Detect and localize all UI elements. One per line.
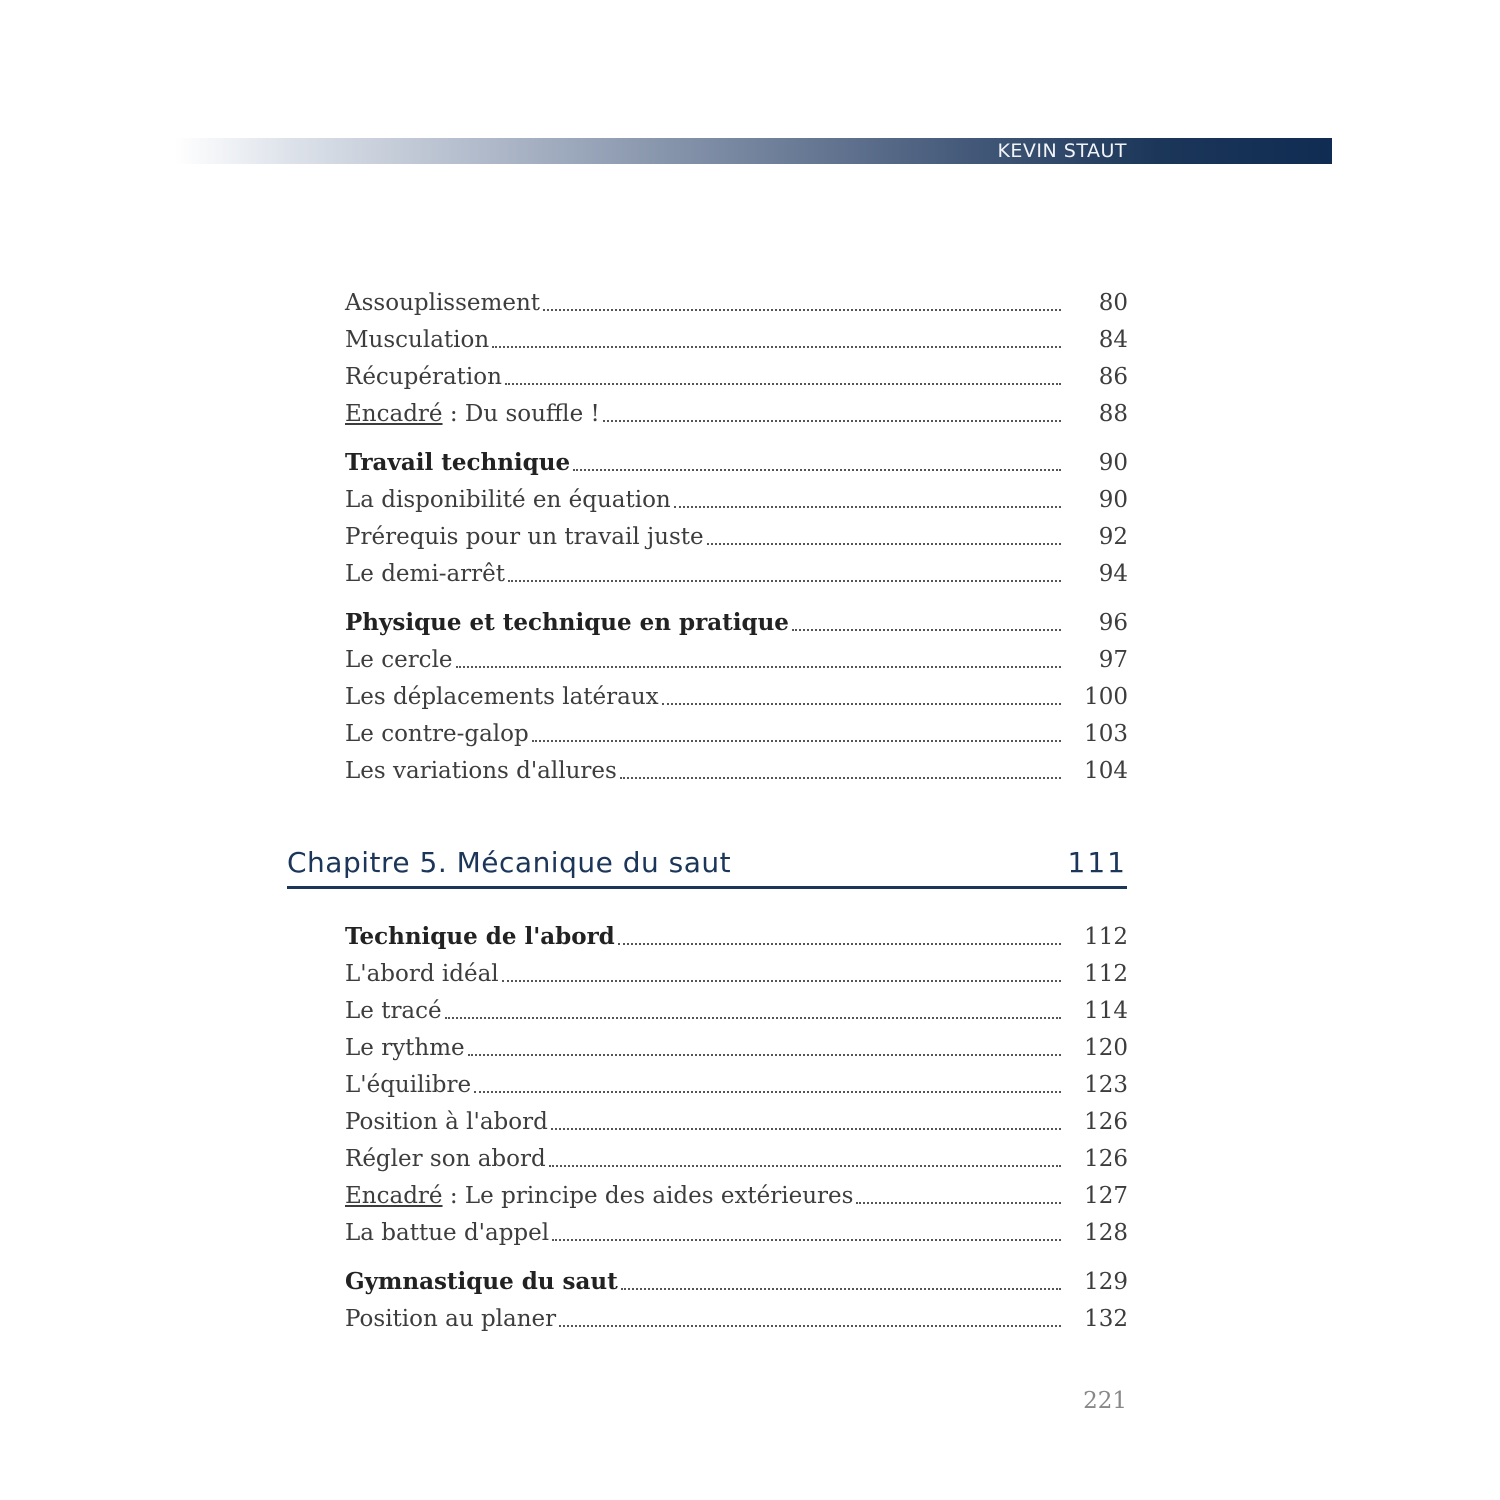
toc-entry-page: 86	[1098, 364, 1128, 390]
toc-entry-label: Régler son abord	[345, 1144, 549, 1174]
toc-entry	[345, 478, 1128, 515]
toc-entry-page: 112	[1084, 961, 1128, 987]
toc-entry	[345, 552, 1128, 589]
toc-entry-page: 92	[1098, 524, 1128, 550]
toc-entry-label: Récupération	[345, 362, 505, 392]
toc-entry	[345, 1137, 1128, 1174]
toc-entry-label: Les variations d'allures	[345, 756, 620, 786]
toc-entry	[345, 915, 1128, 952]
toc-entry-label: Le rythme	[345, 1033, 468, 1063]
dot-leader	[505, 382, 1061, 385]
toc-entry	[345, 281, 1128, 318]
toc-entry-label: Le tracé	[345, 996, 445, 1026]
toc-entry-label: L'abord idéal	[345, 959, 502, 989]
dot-leader	[552, 1238, 1061, 1241]
encadre-prefix: Encadré	[345, 1183, 443, 1209]
toc-entry-label: Gymnastique du saut	[345, 1267, 621, 1297]
toc-entry	[345, 515, 1128, 552]
toc-entry-label: Le demi-arrêt	[345, 559, 508, 589]
toc-entry-label: Technique de l'abord	[345, 922, 618, 952]
dot-leader	[674, 505, 1061, 508]
dot-leader	[502, 979, 1061, 982]
toc-entry-page: 88	[1098, 401, 1128, 427]
toc-entry	[345, 712, 1128, 749]
toc-section-bottom	[345, 915, 1128, 1334]
toc-entry-label: La battue d'appel	[345, 1218, 552, 1248]
chapter-title: Chapitre 5. Mécanique du saut	[287, 846, 732, 879]
toc-entry-page: 84	[1098, 327, 1128, 353]
toc-entry	[345, 749, 1128, 786]
dot-leader	[532, 739, 1061, 742]
chapter-heading	[287, 840, 1127, 889]
toc-entry	[345, 675, 1128, 712]
toc-entry	[345, 392, 1128, 429]
toc-entry	[345, 989, 1128, 1026]
dot-leader	[573, 468, 1061, 471]
dot-leader	[603, 419, 1061, 422]
running-header-title: KEVIN STAUT	[997, 140, 1127, 162]
toc-entry	[345, 1174, 1128, 1211]
toc-entry-text: : Du souffle !	[442, 401, 600, 427]
toc-entry-label: Position à l'abord	[345, 1107, 551, 1137]
toc-entry-label: Le contre-galop	[345, 719, 532, 749]
toc-entry-page: 90	[1098, 450, 1128, 476]
toc-entry-label	[345, 1181, 856, 1211]
toc-entry-page: 94	[1098, 561, 1128, 587]
dot-leader	[543, 308, 1061, 311]
toc-entry-page: 104	[1084, 758, 1128, 784]
toc-entry	[345, 952, 1128, 989]
toc-entry-page: 128	[1084, 1220, 1128, 1246]
toc-entry-page: 90	[1098, 487, 1128, 513]
toc-entry-label: Les déplacements latéraux	[345, 682, 662, 712]
toc-entry-page: 97	[1098, 647, 1128, 673]
toc-entry-page: 123	[1084, 1072, 1128, 1098]
dot-leader	[508, 579, 1061, 582]
toc-entry-label: Physique et technique en pratique	[345, 608, 792, 638]
toc-entry-label: Musculation	[345, 325, 492, 355]
toc-entry	[345, 355, 1128, 392]
toc-entry-label: Position au planer	[345, 1304, 559, 1334]
toc-entry-page: 112	[1084, 924, 1128, 950]
toc-entry-page: 100	[1084, 684, 1128, 710]
toc-entry	[345, 638, 1128, 675]
toc-entry-label: Le cercle	[345, 645, 456, 675]
toc-entry	[345, 1100, 1128, 1137]
toc-entry	[345, 601, 1128, 638]
toc-entry-page: 127	[1084, 1183, 1128, 1209]
toc-entry-page: 114	[1084, 998, 1128, 1024]
toc-entry-label: Travail technique	[345, 448, 573, 478]
dot-leader	[549, 1164, 1061, 1167]
toc-entry-page: 126	[1084, 1146, 1128, 1172]
toc-entry	[345, 1063, 1128, 1100]
toc-entry	[345, 1297, 1128, 1334]
dot-leader	[620, 776, 1061, 779]
toc-entry-label: L'équilibre	[345, 1070, 474, 1100]
dot-leader	[662, 702, 1061, 705]
toc-entry	[345, 1260, 1128, 1297]
encadre-prefix: Encadré	[345, 401, 443, 427]
dot-leader	[856, 1201, 1061, 1204]
toc-entry-page: 96	[1098, 610, 1128, 636]
toc-entry	[345, 1026, 1128, 1063]
dot-leader	[618, 942, 1061, 945]
dot-leader	[551, 1127, 1061, 1130]
toc-entry-text: : Le principe des aides extérieures	[442, 1183, 854, 1209]
chapter-page-number: 111	[1067, 846, 1127, 879]
toc-entry-label: Prérequis pour un travail juste	[345, 522, 707, 552]
toc-entry-page: 120	[1084, 1035, 1128, 1061]
toc-entry	[345, 1211, 1128, 1248]
dot-leader	[792, 628, 1061, 631]
toc-entry	[345, 318, 1128, 355]
toc-entry-label: La disponibilité en équation	[345, 485, 674, 515]
dot-leader	[492, 345, 1061, 348]
toc-entry	[345, 441, 1128, 478]
dot-leader	[456, 665, 1061, 668]
dot-leader	[445, 1016, 1061, 1019]
running-header-bar	[175, 138, 1332, 164]
toc-section-top	[345, 281, 1128, 786]
dot-leader	[468, 1053, 1061, 1056]
page-number: 221	[1083, 1388, 1127, 1414]
toc-entry-page: 126	[1084, 1109, 1128, 1135]
toc-entry-page: 80	[1098, 290, 1128, 316]
dot-leader	[621, 1287, 1061, 1290]
toc-entry-page: 132	[1084, 1306, 1128, 1332]
toc-entry-page: 103	[1084, 721, 1128, 747]
dot-leader	[474, 1090, 1061, 1093]
toc-entry-page: 129	[1084, 1269, 1128, 1295]
toc-entry-label	[345, 399, 603, 429]
toc-entry-label: Assouplissement	[345, 288, 543, 318]
dot-leader	[559, 1324, 1061, 1327]
dot-leader	[707, 542, 1061, 545]
